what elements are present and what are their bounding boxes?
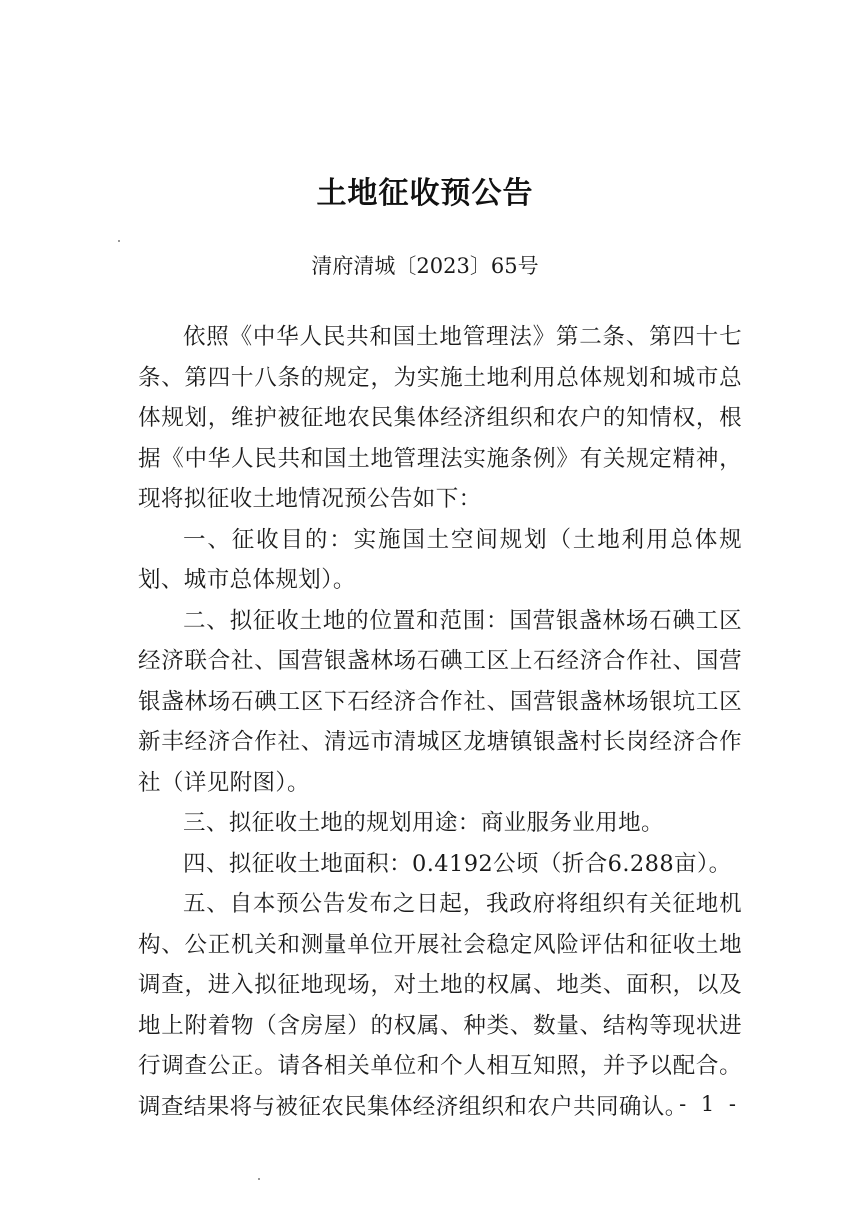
scan-speck xyxy=(258,1178,260,1180)
paragraph-intro: 依照《中华人民共和国土地管理法》第二条、第四十七条、第四十八条的规定，为实施土地利用总体规划和城市总体规划，维护被征地农民集体经济组织和农户的知情权，根据《中华人民共和国土地管理法实施条例》有关规定精神，现将拟征收土地情况预公告如下： xyxy=(138,324,742,512)
document-number: 清府清城〔2023〕65号 xyxy=(311,254,539,278)
paragraph-investigation: 五、自本预公告发布之日起，我政府将组织有关征地机构、公正机关和测量单位开展社会稳定风险评估和征收土地调查，进入拟征地现场，对土地的权属、地类、面积，以及地上附着物（含房屋）的权属、种类、数量、结构等现状进行调查公正。请各相关单位和个人相互知照，并予以配合。调查结果将与被征农民集体经济组织和农户共同确认。 xyxy=(138,891,742,1120)
paragraph-usage: 三、拟征收土地的规划用途：商业服务业用地。 xyxy=(183,810,664,836)
paragraph-location: 二、拟征收土地的位置和范围：国营银盏林场石碘工区经济联合社、国营银盏林场石碘工区上石经济合作社、国营银盏林场石碘工区下石经济合作社、国营银盏林场银坑工区新丰经济合作社、清远市清城区龙塘镇银盏村长岗经济合作社（详见附图）。 xyxy=(138,607,742,796)
page-number: - 1 - xyxy=(679,1092,740,1116)
document-title: 土地征收预公告 xyxy=(316,176,534,211)
scan-speck xyxy=(118,240,120,242)
document-body xyxy=(138,317,742,1127)
paragraph-area: 四、拟征收土地面积：0.4192公顷（折合6.288亩）。 xyxy=(183,850,732,877)
paragraph-purpose: 一、征收目的：实施国土空间规划（土地利用总体规划、城市总体规划）。 xyxy=(138,526,742,593)
